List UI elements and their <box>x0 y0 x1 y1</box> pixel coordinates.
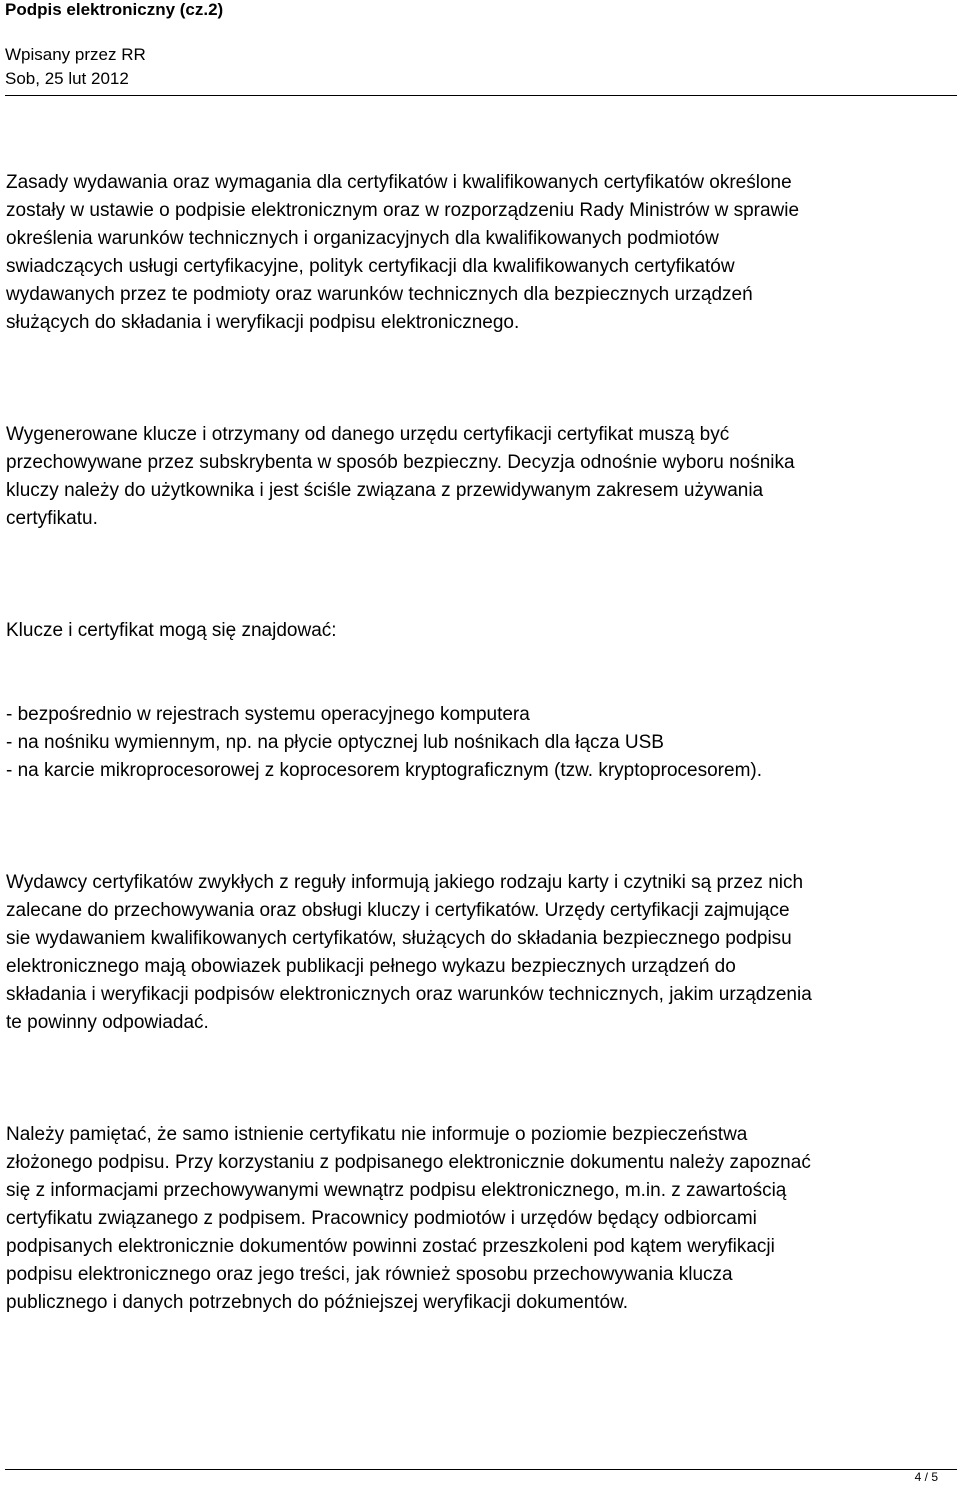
paragraph-line: Wygenerowane klucze i otrzymany od danego urzędu certyfikacji certyfikat muszą być <box>6 424 730 445</box>
paragraph-line: zalecane do przechowywania oraz obsługi kluczy i certyfikatów. Urzędy certyfikacji zajmujące <box>6 900 790 921</box>
header-divider <box>5 95 957 96</box>
paragraph-line: złożonego podpisu. Przy korzystaniu z podpisanego elektronicznie dokumentu należy zapoznać <box>6 1152 811 1173</box>
author-line: Wpisany przez RR <box>5 45 146 64</box>
list-item: - na nośniku wymiennym, np. na płycie optycznej lub nośnikach dla łącza USB <box>6 732 664 753</box>
paragraph-line: te powinny odpowiadać. <box>6 1012 209 1033</box>
paragraph-line: określenia warunków technicznych i organizacyjnych dla kwalifikowanych podmiotów <box>6 228 719 249</box>
paragraph-line: Zasady wydawania oraz wymagania dla certyfikatów i kwalifikowanych certyfikatów określone <box>6 172 792 193</box>
paragraph-line: elektronicznego mają obowiazek publikacji pełnego wykazu bezpiecznych urządzeń do <box>6 956 736 977</box>
paragraph-line: się z informacjami przechowywanymi wewnątrz podpisu elektronicznego, m.in. z zawartością <box>6 1180 787 1201</box>
paragraph-line: sie wydawaniem kwalifikowanych certyfikatów, służących do składania bezpiecznego podpisu <box>6 928 792 949</box>
paragraph-line: składania i weryfikacji podpisów elektronicznych oraz warunków technicznych, jakim urządzenia <box>6 984 812 1005</box>
paragraph-line: służących do składania i weryfikacji podpisu elektronicznego. <box>6 312 520 333</box>
page-number: 4 / 5 <box>914 1470 938 1484</box>
list-item: - bezpośrednio w rejestrach systemu operacyjnego komputera <box>6 704 530 725</box>
paragraph-line: publicznego i danych potrzebnych do późniejszej weryfikacji dokumentów. <box>6 1292 629 1313</box>
date-line: Sob, 25 lut 2012 <box>5 69 129 88</box>
paragraph-line: Wydawcy certyfikatów zwykłych z reguły informują jakiego rodzaju karty i czytniki są przez nich <box>6 872 804 893</box>
paragraph-line: certyfikatu. <box>6 508 98 529</box>
paragraph-line: swiadczących usługi certyfikacyjne, polityk certyfikacji dla kwalifikowanych certyfikatów <box>6 256 735 277</box>
page-title: Podpis elektroniczny (cz.2) <box>5 0 224 19</box>
paragraph-line: podpisu elektronicznego oraz jego treści, jak również sposobu przechowywania klucza <box>6 1264 733 1285</box>
paragraph-line: Klucze i certyfikat mogą się znajdować: <box>6 620 337 641</box>
footer-divider <box>5 1469 957 1470</box>
list-item: - na karcie mikroprocesorowej z koprocesorem kryptograficznym (tzw. kryptoprocesorem). <box>6 760 763 781</box>
paragraph-line: wydawanych przez te podmioty oraz warunków technicznych dla bezpiecznych urządzeń <box>6 284 753 305</box>
paragraph-line: certyfikatu związanego z podpisem. Pracownicy podmiotów i urzędów będący odbiorcami <box>6 1208 757 1229</box>
paragraph-line: przechowywane przez subskrybenta w sposób bezpieczny. Decyzja odnośnie wyboru nośnika <box>6 452 795 473</box>
paragraph-line: kluczy należy do użytkownika i jest ściśle związana z przewidywanym zakresem używania <box>6 480 764 501</box>
paragraph-line: Należy pamiętać, że samo istnienie certyfikatu nie informuje o poziomie bezpieczeństwa <box>6 1124 748 1145</box>
paragraph-line: zostały w ustawie o podpisie elektronicznym oraz w rozporządzeniu Rady Ministrów w sprawie <box>6 200 800 221</box>
paragraph-line: podpisanych elektronicznie dokumentów powinni zostać przeszkoleni pod kątem weryfikacji <box>6 1236 775 1257</box>
